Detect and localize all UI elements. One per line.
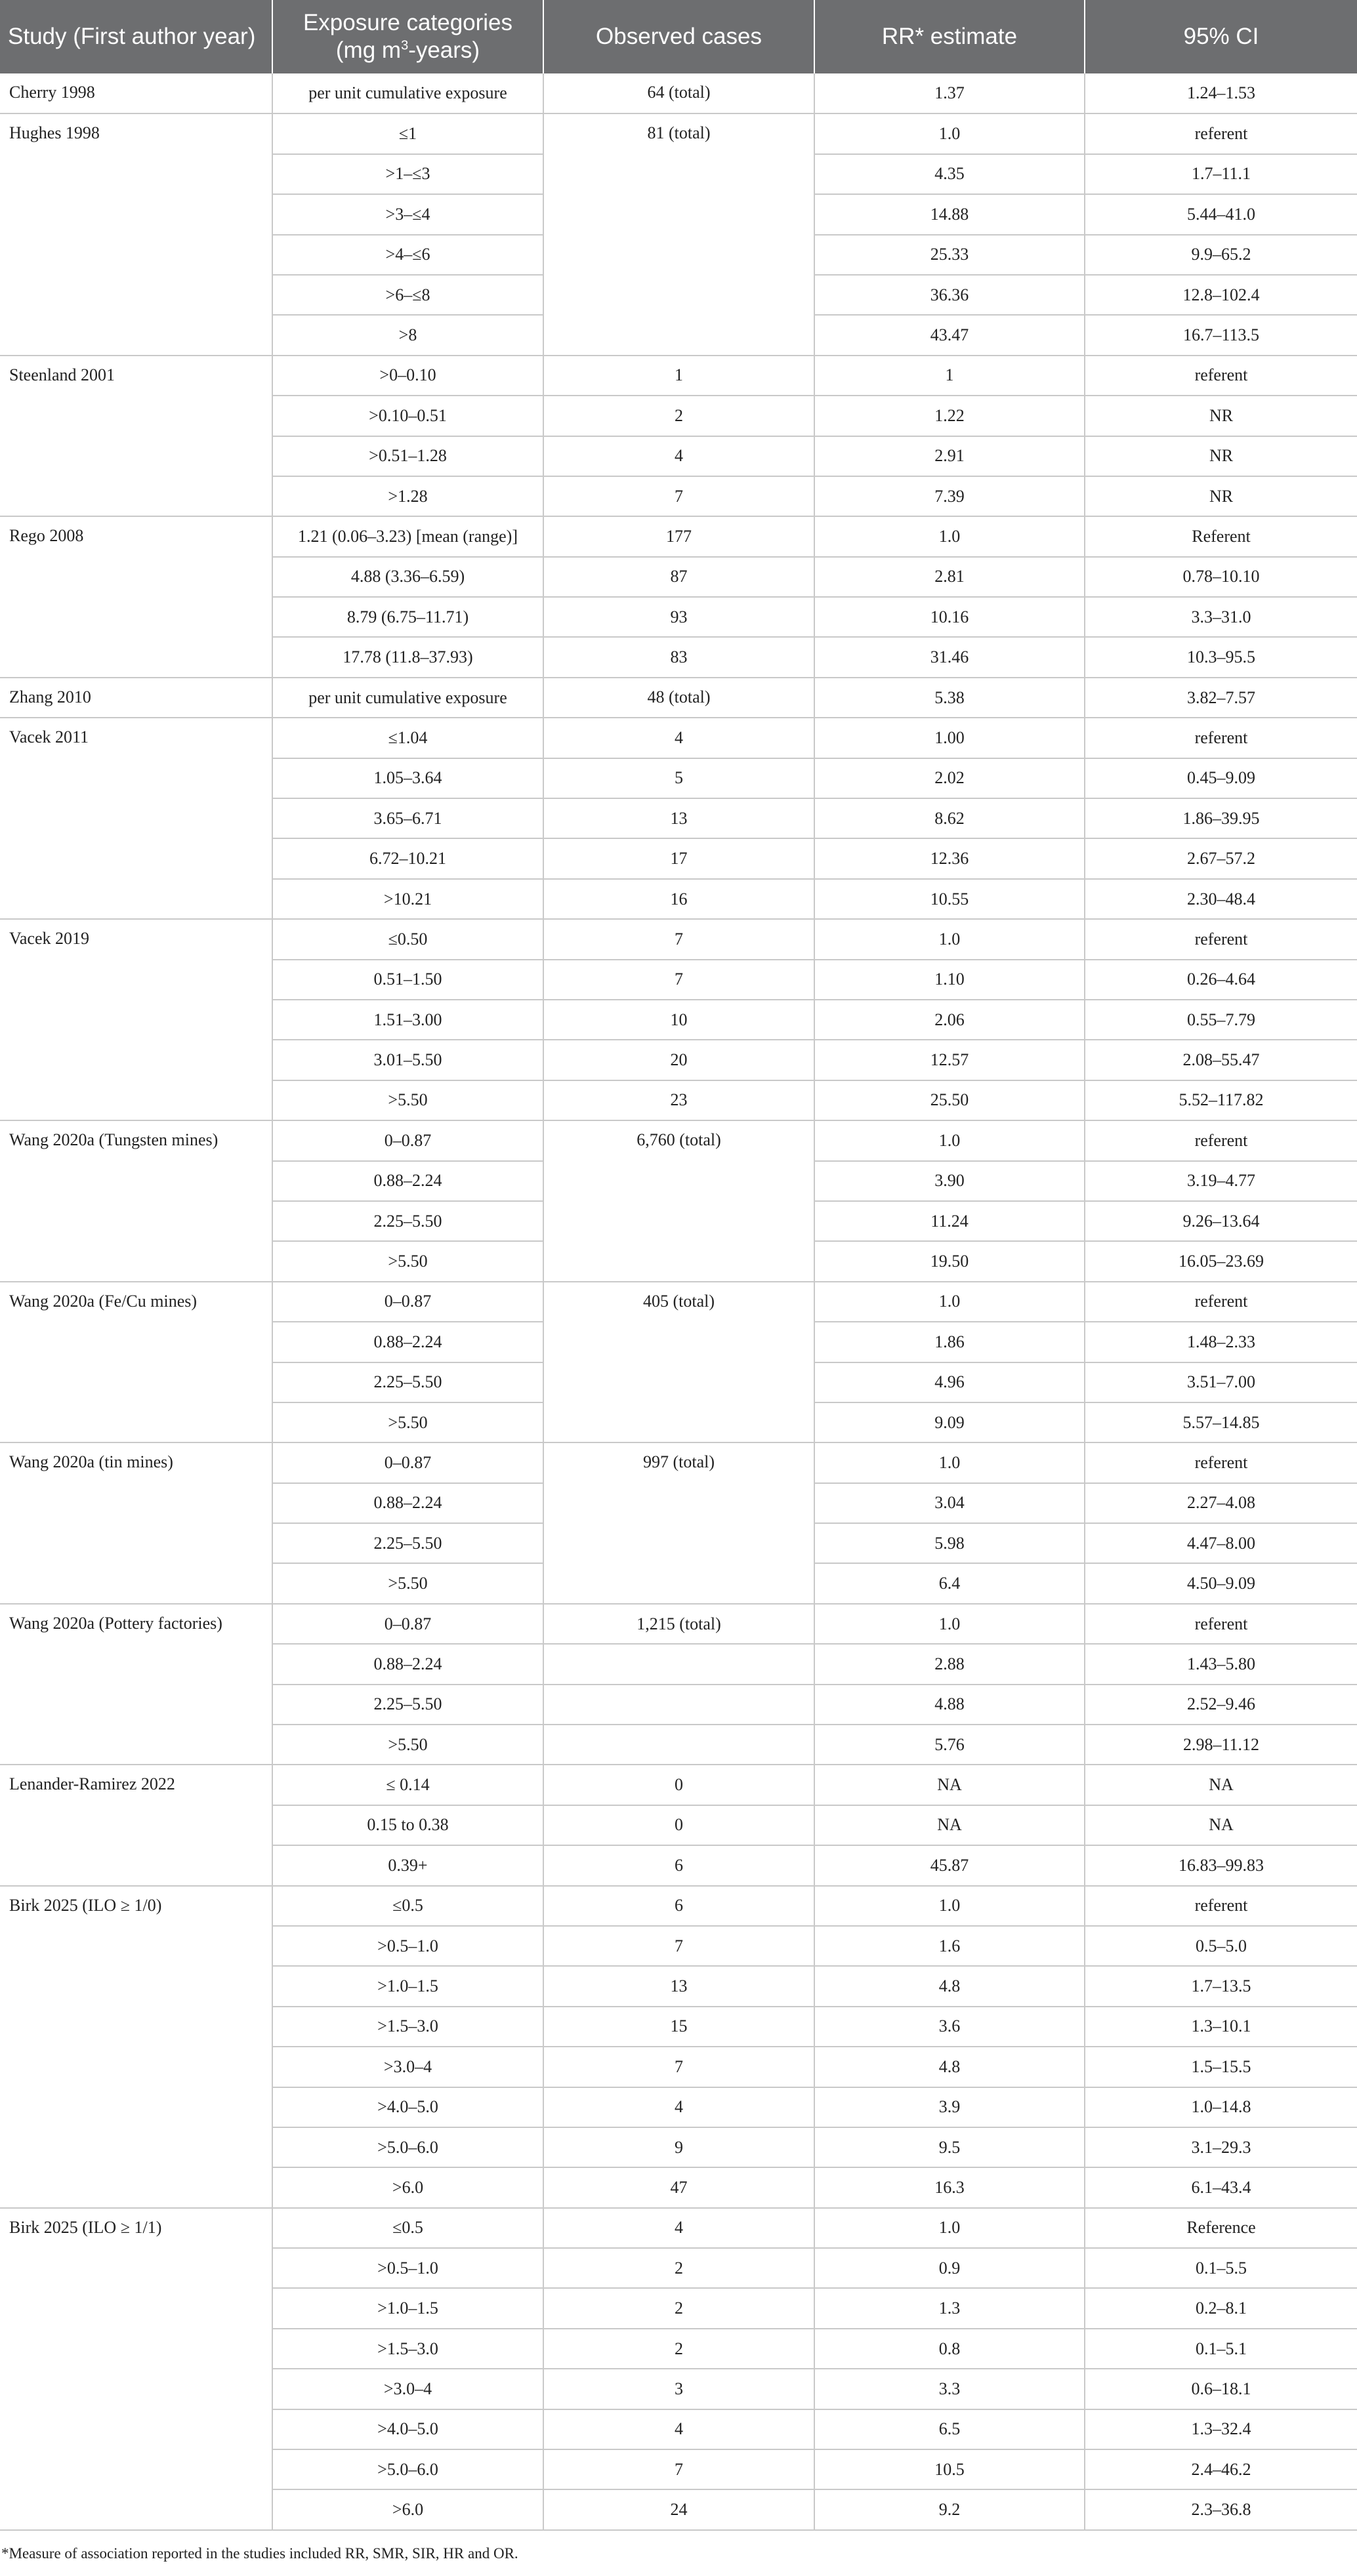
study-cell: Wang 2020a (tin mines)	[0, 1442, 272, 1604]
table-row	[0, 356, 1357, 396]
ci-cell: 2.27–4.08	[1085, 1483, 1357, 1523]
exposure-cell: 0.15 to 0.38	[272, 1805, 543, 1845]
ci-cell: 0.1–5.5	[1085, 2248, 1357, 2288]
rr-cell: 1.0	[814, 1282, 1085, 1322]
header-rr: RR* estimate	[814, 0, 1085, 73]
observed-cell	[543, 1644, 814, 1684]
rr-cell: 7.39	[814, 476, 1085, 516]
ci-cell: 0.5–5.0	[1085, 1926, 1357, 1966]
rr-cell: 1.22	[814, 396, 1085, 436]
rr-cell: 1.3	[814, 2288, 1085, 2328]
rr-cell: 0.8	[814, 2329, 1085, 2369]
table-row	[0, 678, 1357, 718]
exposure-cell: >1.28	[272, 476, 543, 516]
table-body	[0, 73, 1357, 2530]
observed-cell	[543, 1725, 814, 1765]
observed-cell: 47	[543, 2167, 814, 2207]
exposure-cell: >1.5–3.0	[272, 2007, 543, 2047]
header-row	[0, 0, 1357, 73]
rr-cell: 3.3	[814, 2369, 1085, 2409]
exposure-cell: >0.10–0.51	[272, 396, 543, 436]
exposure-cell: >6.0	[272, 2489, 543, 2529]
ci-cell: 1.48–2.33	[1085, 1322, 1357, 1362]
rr-cell: 1.10	[814, 960, 1085, 1000]
ci-cell: NR	[1085, 396, 1357, 436]
exposure-cell: 0.88–2.24	[272, 1161, 543, 1201]
rr-cell: 2.88	[814, 1644, 1085, 1684]
exposure-cell: >4.0–5.0	[272, 2409, 543, 2449]
rr-cell: NA	[814, 1765, 1085, 1805]
study-cell: Wang 2020a (Tungsten mines)	[0, 1120, 272, 1282]
rr-cell: 5.38	[814, 678, 1085, 718]
exposure-cell: ≤1.04	[272, 718, 543, 758]
header-exposure	[272, 0, 543, 73]
exposure-cell: >5.0–6.0	[272, 2127, 543, 2167]
exposure-cell: >5.0–6.0	[272, 2449, 543, 2489]
study-cell: Steenland 2001	[0, 356, 272, 517]
ci-cell: 4.47–8.00	[1085, 1523, 1357, 1563]
table-row	[0, 1120, 1357, 1160]
observed-cell: 15	[543, 2007, 814, 2047]
observed-cell: 2	[543, 396, 814, 436]
ci-cell: 2.30–48.4	[1085, 879, 1357, 919]
observed-cell: 7	[543, 2047, 814, 2087]
rr-cell: 14.88	[814, 194, 1085, 234]
ci-cell: 16.7–113.5	[1085, 315, 1357, 355]
exposure-cell: 2.25–5.50	[272, 1685, 543, 1725]
ci-cell: 9.9–65.2	[1085, 235, 1357, 275]
exposure-cell: >10.21	[272, 879, 543, 919]
observed-cell: 4	[543, 2409, 814, 2449]
ci-cell: 6.1–43.4	[1085, 2167, 1357, 2207]
ci-cell: 2.98–11.12	[1085, 1725, 1357, 1765]
rr-cell: 45.87	[814, 1845, 1085, 1885]
ci-cell: Referent	[1085, 516, 1357, 556]
observed-cell: 0	[543, 1765, 814, 1805]
rr-cell: 6.4	[814, 1563, 1085, 1603]
rr-cell: 1.00	[814, 718, 1085, 758]
exposure-cell: 0.88–2.24	[272, 1483, 543, 1523]
table-row	[0, 113, 1357, 153]
exposure-cell: 0–0.87	[272, 1120, 543, 1160]
rr-cell: 36.36	[814, 275, 1085, 315]
study-cell: Wang 2020a (Fe/Cu mines)	[0, 1282, 272, 1443]
ci-cell: 1.24–1.53	[1085, 73, 1357, 113]
exposure-cell: >1–≤3	[272, 154, 543, 194]
exposure-cell: >5.50	[272, 1725, 543, 1765]
ci-cell: 0.26–4.64	[1085, 960, 1357, 1000]
observed-total-cell: 81 (total)	[543, 113, 814, 355]
observed-total-cell: 64 (total)	[543, 73, 814, 113]
observed-cell: 16	[543, 879, 814, 919]
ci-cell: referent	[1085, 1120, 1357, 1160]
exposure-cell: >1.0–1.5	[272, 2288, 543, 2328]
rr-cell: 16.3	[814, 2167, 1085, 2207]
rr-cell: 11.24	[814, 1201, 1085, 1241]
observed-cell: 13	[543, 1966, 814, 2006]
exposure-cell: ≤ 0.14	[272, 1765, 543, 1805]
rr-cell: NA	[814, 1805, 1085, 1845]
rr-cell: 9.2	[814, 2489, 1085, 2529]
exposure-cell: >3.0–4	[272, 2369, 543, 2409]
exposure-cell: per unit cumulative exposure	[272, 73, 543, 113]
observed-cell: 4	[543, 436, 814, 476]
rr-cell: 1.86	[814, 1322, 1085, 1362]
rr-cell: 1.0	[814, 2208, 1085, 2248]
exposure-cell: 0–0.87	[272, 1442, 543, 1482]
ci-cell: 0.78–10.10	[1085, 557, 1357, 597]
table-row	[0, 1765, 1357, 1805]
ci-cell: 5.57–14.85	[1085, 1402, 1357, 1442]
observed-cell: 93	[543, 597, 814, 637]
ci-cell: 1.7–13.5	[1085, 1966, 1357, 2006]
exposure-cell: >1.5–3.0	[272, 2329, 543, 2369]
rr-cell: 1.0	[814, 1604, 1085, 1644]
rr-cell: 10.16	[814, 597, 1085, 637]
ci-cell: 1.5–15.5	[1085, 2047, 1357, 2087]
study-cell: Rego 2008	[0, 516, 272, 678]
ci-cell: 3.1–29.3	[1085, 2127, 1357, 2167]
table-row	[0, 73, 1357, 113]
table-row	[0, 1604, 1357, 1644]
observed-cell: 2	[543, 2288, 814, 2328]
observed-cell: 6	[543, 1845, 814, 1885]
header-exposure-suffix: -years)	[408, 37, 480, 63]
exposure-cell: 0.88–2.24	[272, 1322, 543, 1362]
rr-cell: 25.33	[814, 235, 1085, 275]
rr-cell: 5.76	[814, 1725, 1085, 1765]
ci-cell: 0.45–9.09	[1085, 758, 1357, 798]
observed-total-cell: 997 (total)	[543, 1442, 814, 1604]
exposure-cell: 17.78 (11.8–37.93)	[272, 637, 543, 677]
rr-cell: 3.04	[814, 1483, 1085, 1523]
ci-cell: referent	[1085, 1604, 1357, 1644]
ci-cell: 0.1–5.1	[1085, 2329, 1357, 2369]
ci-cell: 5.44–41.0	[1085, 194, 1357, 234]
exposure-cell: >3.0–4	[272, 2047, 543, 2087]
exposure-cell: >0.51–1.28	[272, 436, 543, 476]
rr-cell: 10.55	[814, 879, 1085, 919]
observed-cell	[543, 1685, 814, 1725]
observed-cell: 24	[543, 2489, 814, 2529]
exposure-cell: >0–0.10	[272, 356, 543, 396]
exposure-cell: >0.5–1.0	[272, 1926, 543, 1966]
exposure-cell: >4–≤6	[272, 235, 543, 275]
rr-cell: 0.9	[814, 2248, 1085, 2288]
exposure-cell: 0–0.87	[272, 1282, 543, 1322]
table-row	[0, 1442, 1357, 1482]
rr-cell: 12.36	[814, 838, 1085, 878]
exposure-cell: per unit cumulative exposure	[272, 678, 543, 718]
observed-cell: 17	[543, 838, 814, 878]
observed-cell: 4	[543, 2208, 814, 2248]
study-cell: Wang 2020a (Pottery factories)	[0, 1604, 272, 1765]
rr-cell: 1.37	[814, 73, 1085, 113]
rr-cell: 3.90	[814, 1161, 1085, 1201]
header-study: Study (First author year)	[0, 0, 272, 73]
rr-cell: 3.9	[814, 2087, 1085, 2127]
study-cell: Vacek 2019	[0, 919, 272, 1120]
rr-cell: 1.6	[814, 1926, 1085, 1966]
study-cell: Birk 2025 (ILO ≥ 1/1)	[0, 2208, 272, 2530]
ci-cell: 9.26–13.64	[1085, 1201, 1357, 1241]
ci-cell: 3.19–4.77	[1085, 1161, 1357, 1201]
observed-cell: 20	[543, 1040, 814, 1080]
header-exposure-sup: 3	[401, 38, 409, 53]
observed-cell: 83	[543, 637, 814, 677]
rr-cell: 9.5	[814, 2127, 1085, 2167]
study-cell: Zhang 2010	[0, 678, 272, 718]
ci-cell: 2.67–57.2	[1085, 838, 1357, 878]
ci-cell: 0.55–7.79	[1085, 1000, 1357, 1040]
ci-cell: 0.6–18.1	[1085, 2369, 1357, 2409]
observed-cell: 87	[543, 557, 814, 597]
ci-cell: 2.52–9.46	[1085, 1685, 1357, 1725]
ci-cell: 2.4–46.2	[1085, 2449, 1357, 2489]
ci-cell: 1.3–10.1	[1085, 2007, 1357, 2047]
observed-cell: 4	[543, 718, 814, 758]
exposure-cell: 0.88–2.24	[272, 1644, 543, 1684]
exposure-cell: >6.0	[272, 2167, 543, 2207]
observed-total-cell: 6,760 (total)	[543, 1120, 814, 1282]
rr-cell: 2.81	[814, 557, 1085, 597]
observed-cell: 5	[543, 758, 814, 798]
rr-cell: 1.0	[814, 919, 1085, 959]
table-row	[0, 1282, 1357, 1322]
exposure-cell: 1.51–3.00	[272, 1000, 543, 1040]
ci-cell: NA	[1085, 1765, 1357, 1805]
ci-cell: referent	[1085, 1282, 1357, 1322]
observed-cell: 7	[543, 1926, 814, 1966]
table-row	[0, 516, 1357, 556]
rr-cell: 1.0	[814, 113, 1085, 153]
exposure-cell: ≤0.5	[272, 1886, 543, 1926]
exposure-cell: >8	[272, 315, 543, 355]
observed-cell: 2	[543, 2329, 814, 2369]
rr-cell: 5.98	[814, 1523, 1085, 1563]
observed-cell: 1	[543, 356, 814, 396]
study-cell: Vacek 2011	[0, 718, 272, 919]
observed-total-cell: 48 (total)	[543, 678, 814, 718]
header-ci: 95% CI	[1085, 0, 1357, 73]
study-cell: Cherry 1998	[0, 73, 272, 113]
ci-cell: 1.0–14.8	[1085, 2087, 1357, 2127]
rr-cell: 4.88	[814, 1685, 1085, 1725]
header-observed: Observed cases	[543, 0, 814, 73]
observed-cell: 2	[543, 2248, 814, 2288]
exposure-cell: 1.05–3.64	[272, 758, 543, 798]
ci-cell: 16.05–23.69	[1085, 1241, 1357, 1281]
observed-cell: 4	[543, 2087, 814, 2127]
exposure-cell: >4.0–5.0	[272, 2087, 543, 2127]
exposure-cell: >5.50	[272, 1241, 543, 1281]
rr-cell: 12.57	[814, 1040, 1085, 1080]
study-cell: Hughes 1998	[0, 113, 272, 355]
rr-cell: 4.8	[814, 1966, 1085, 2006]
exposure-cell: ≤0.50	[272, 919, 543, 959]
ci-cell: 2.08–55.47	[1085, 1040, 1357, 1080]
observed-cell: 13	[543, 798, 814, 838]
ci-cell: 16.83–99.83	[1085, 1845, 1357, 1885]
ci-cell: 3.82–7.57	[1085, 678, 1357, 718]
ci-cell: 12.8–102.4	[1085, 275, 1357, 315]
rr-cell: 19.50	[814, 1241, 1085, 1281]
ci-cell: 1.86–39.95	[1085, 798, 1357, 838]
exposure-cell: 2.25–5.50	[272, 1362, 543, 1402]
ci-cell: referent	[1085, 356, 1357, 396]
observed-cell: 9	[543, 2127, 814, 2167]
observed-cell: 7	[543, 476, 814, 516]
exposure-cell: >5.50	[272, 1563, 543, 1603]
exposure-cell: 2.25–5.50	[272, 1523, 543, 1563]
header-exposure-text: Exposure categories (mg m	[303, 10, 513, 63]
exposure-cell: 6.72–10.21	[272, 838, 543, 878]
rr-cell: 25.50	[814, 1080, 1085, 1120]
table-row	[0, 718, 1357, 758]
observed-cell: 3	[543, 2369, 814, 2409]
ci-cell: Reference	[1085, 2208, 1357, 2248]
ci-cell: NA	[1085, 1805, 1357, 1845]
ci-cell: referent	[1085, 919, 1357, 959]
table-row	[0, 2208, 1357, 2248]
exposure-cell: 3.65–6.71	[272, 798, 543, 838]
rr-cell: 6.5	[814, 2409, 1085, 2449]
rr-cell: 43.47	[814, 315, 1085, 355]
observed-cell: 7	[543, 919, 814, 959]
rr-cell: 1.0	[814, 1120, 1085, 1160]
rr-cell: 4.35	[814, 154, 1085, 194]
observed-cell: 177	[543, 516, 814, 556]
rr-cell: 2.91	[814, 436, 1085, 476]
observed-cell: 0	[543, 1805, 814, 1845]
ci-cell: 3.51–7.00	[1085, 1362, 1357, 1402]
observed-cell: 10	[543, 1000, 814, 1040]
exposure-cell: >5.50	[272, 1402, 543, 1442]
exposure-cell: >5.50	[272, 1080, 543, 1120]
exposure-cell: ≤0.5	[272, 2208, 543, 2248]
rr-cell: 1.0	[814, 1886, 1085, 1926]
exposure-cell: 2.25–5.50	[272, 1201, 543, 1241]
ci-cell: 4.50–9.09	[1085, 1563, 1357, 1603]
rr-cell: 4.8	[814, 2047, 1085, 2087]
ci-cell: NR	[1085, 436, 1357, 476]
ci-cell: 1.3–32.4	[1085, 2409, 1357, 2449]
exposure-cell: >1.0–1.5	[272, 1966, 543, 2006]
observed-cell: 1,215 (total)	[543, 1604, 814, 1644]
ci-cell: 3.3–31.0	[1085, 597, 1357, 637]
rr-cell: 1.0	[814, 516, 1085, 556]
exposure-cell: 8.79 (6.75–11.71)	[272, 597, 543, 637]
rr-cell: 8.62	[814, 798, 1085, 838]
ci-cell: 1.7–11.1	[1085, 154, 1357, 194]
study-cell: Birk 2025 (ILO ≥ 1/0)	[0, 1886, 272, 2208]
ci-cell: NR	[1085, 476, 1357, 516]
rr-cell: 2.06	[814, 1000, 1085, 1040]
ci-cell: referent	[1085, 1442, 1357, 1482]
observed-cell: 23	[543, 1080, 814, 1120]
ci-cell: referent	[1085, 113, 1357, 153]
ci-cell: 1.43–5.80	[1085, 1644, 1357, 1684]
observed-cell: 7	[543, 2449, 814, 2489]
table-row	[0, 1886, 1357, 1926]
table-header	[0, 0, 1357, 73]
rr-cell: 31.46	[814, 637, 1085, 677]
exposure-cell: ≤1	[272, 113, 543, 153]
study-cell: Lenander-Ramirez 2022	[0, 1765, 272, 1885]
rr-cell: 1	[814, 356, 1085, 396]
exposure-cell: >6–≤8	[272, 275, 543, 315]
exposure-cell: >0.5–1.0	[272, 2248, 543, 2288]
ci-cell: referent	[1085, 718, 1357, 758]
rr-cell: 1.0	[814, 1442, 1085, 1482]
rr-cell: 9.09	[814, 1402, 1085, 1442]
ci-cell: 2.3–36.8	[1085, 2489, 1357, 2529]
ci-cell: 10.3–95.5	[1085, 637, 1357, 677]
table-row	[0, 919, 1357, 959]
exposure-cell: 0.39+	[272, 1845, 543, 1885]
rr-cell: 2.02	[814, 758, 1085, 798]
exposure-cell: 1.21 (0.06–3.23) [mean (range)]	[272, 516, 543, 556]
rr-cell: 10.5	[814, 2449, 1085, 2489]
rr-cell: 3.6	[814, 2007, 1085, 2047]
ci-cell: referent	[1085, 1886, 1357, 1926]
observed-cell: 7	[543, 960, 814, 1000]
observed-total-cell: 405 (total)	[543, 1282, 814, 1443]
ci-cell: 5.52–117.82	[1085, 1080, 1357, 1120]
exposure-cell: 0.51–1.50	[272, 960, 543, 1000]
exposure-cell: >3–≤4	[272, 194, 543, 234]
exposure-cell: 0–0.87	[272, 1604, 543, 1644]
rr-cell: 4.96	[814, 1362, 1085, 1402]
observed-cell: 6	[543, 1886, 814, 1926]
exposure-cell: 3.01–5.50	[272, 1040, 543, 1080]
exposure-cell: 4.88 (3.36–6.59)	[272, 557, 543, 597]
ci-cell: 0.2–8.1	[1085, 2288, 1357, 2328]
footnote: *Measure of association reported in the studies included RR, SMR, SIR, HR and OR.	[1, 2545, 518, 2562]
